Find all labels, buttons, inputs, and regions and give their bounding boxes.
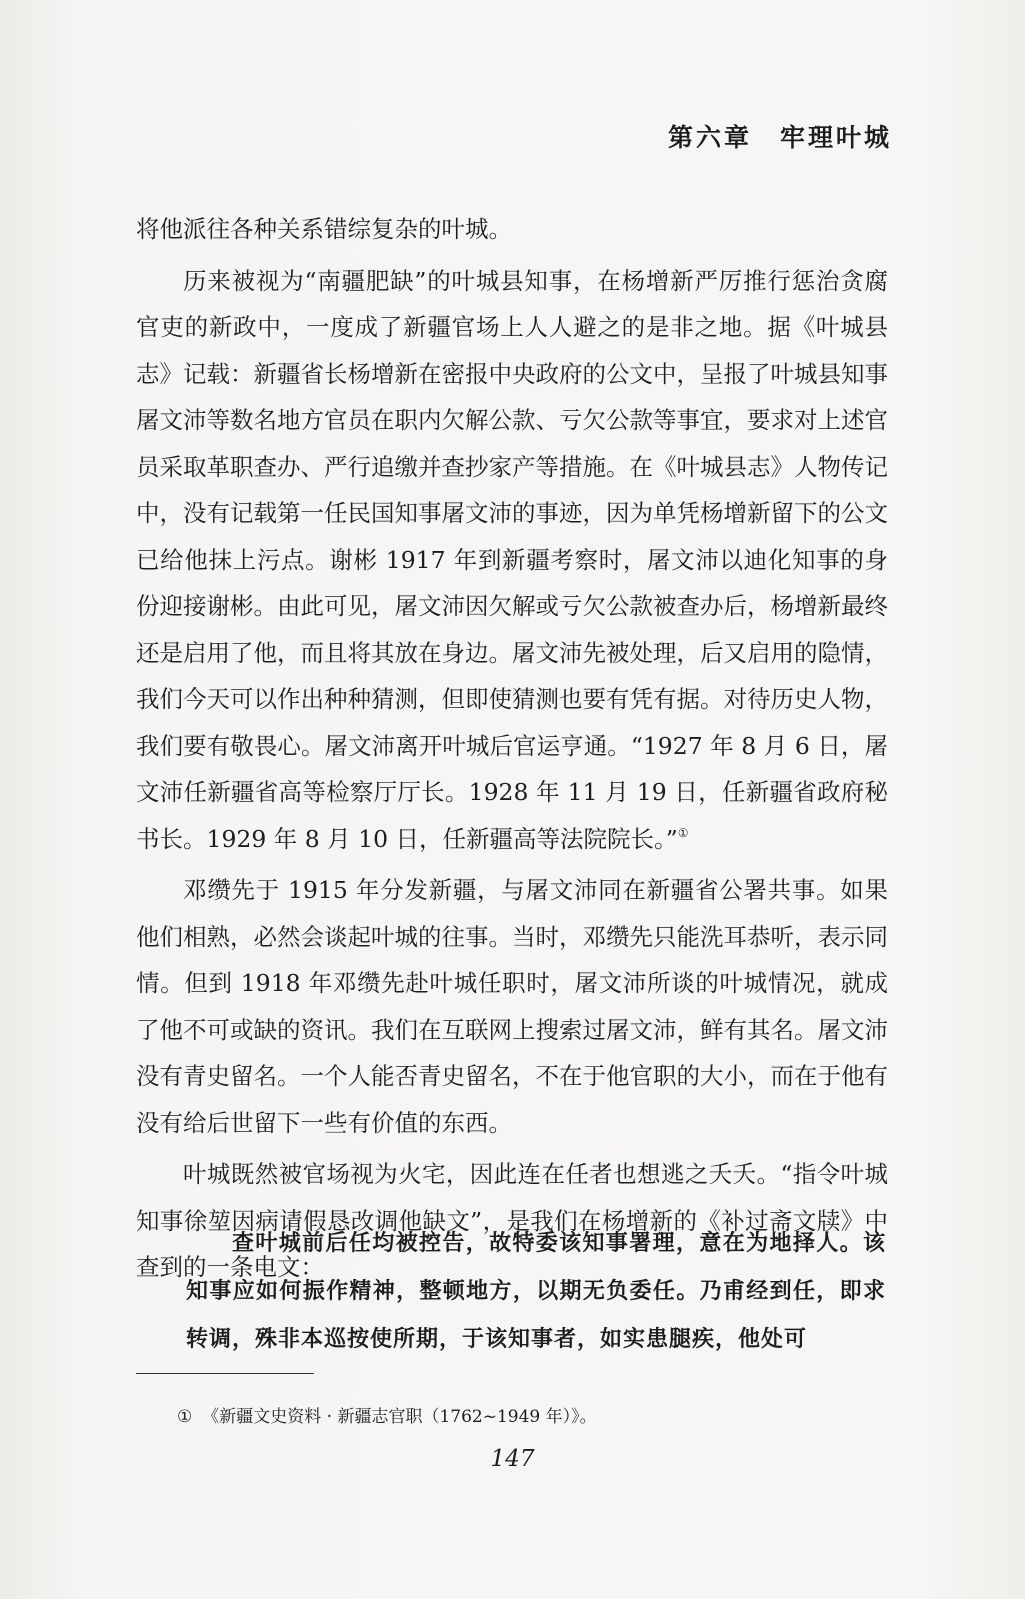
footnote-text: 《新疆文史资料 · 新疆志官职（1762~1949 年）》。 (202, 1407, 597, 1427)
chapter-title: 牢理叶城 (779, 123, 892, 152)
footnote-divider (136, 1373, 314, 1374)
quote-text: 查叶城前后任均被控告，故特委该知事署理，意在为地择人。该知事应如何振作精神，整顿地方，以期无负委任。乃甫经到任，即求转调，殊非本巡按使所期，于该知事者，如实患腿疾，他处可 (186, 1231, 886, 1352)
paragraph: 叶城既然被官场视为火宅，因此连在任者也想逃之夭夭。“指令叶城知事徐堃因病请假恳改调他缺文”，是我们在杨增新的《补过斋文牍》中查到的一条电文： (136, 1160, 888, 1281)
footnote (177, 1402, 597, 1427)
block-quote (186, 1220, 886, 1364)
footnote-number: ① (177, 1407, 193, 1427)
chapter-number: 第六章 (667, 123, 752, 152)
page-number: 147 (490, 1446, 535, 1472)
running-head (668, 118, 892, 154)
paragraph-text: 历来被视为“南疆肥缺”的叶城县知事，在杨增新严厉推行惩治贪腐官吏的新政中，一度成了新疆官场上人人避之的是非之地。据《叶城县志》记载：新疆省长杨增新在密报中央政府的公文中，呈报了叶城县知事屠文沛等数名地方官员在职内欠解公款、亏欠公款等事宜，要求对上述官员采取革职查办、严行追缴并查抄家产等措施。在《叶城县志》人物传记中，没有记载第一任民国知事屠文沛的事迹，因为单凭杨增新留下的公文已给他抹上污点。谢彬 1917 年到新疆考察时，屠文沛以迪化知事的身份迎接谢彬。由此可见，屠文沛因欠解或亏欠公款被查办后，杨增新最终还是启用了他，而且将其放在身边。屠文沛先被处理，后又启用的隐情，我们今天可以作出种种猜测，但即使猜测也要有凭有据。对待历史人物，我们要有敬畏心。屠文沛离开叶城后官运亨通。“1927 年 8 月 6 日，屠文沛任新疆省高等检察厅厅长。1928 年 11 月 19 日，任新疆省政府秘书长。1929 年 8 月 10 日，任新疆高等法院院长。” (136, 266, 888, 853)
paragraph-continuation: 将他派往各种关系错综复杂的叶城。 (136, 215, 512, 243)
footnote-reference[interactable]: ① (677, 825, 689, 840)
paragraph: 邓缵先于 1915 年分发新疆，与屠文沛同在新疆省公署共事。如果他们相熟，必然会谈起叶城的往事。当时，邓缵先只能洗耳恭听，表示同情。但到 1918 年邓缵先赴叶城任职时，屠文沛所谈的叶城情况，就成了他不可或缺的资讯。我们在互联网上搜索过屠文沛，鲜有其名。屠文沛没有青史留名。一个人能否青史留名，不在于他官职的大小，而在于他有没有给后世留下一些有价值的东西。 (136, 876, 888, 1137)
paragraph (136, 258, 888, 863)
body-text (136, 206, 888, 1291)
